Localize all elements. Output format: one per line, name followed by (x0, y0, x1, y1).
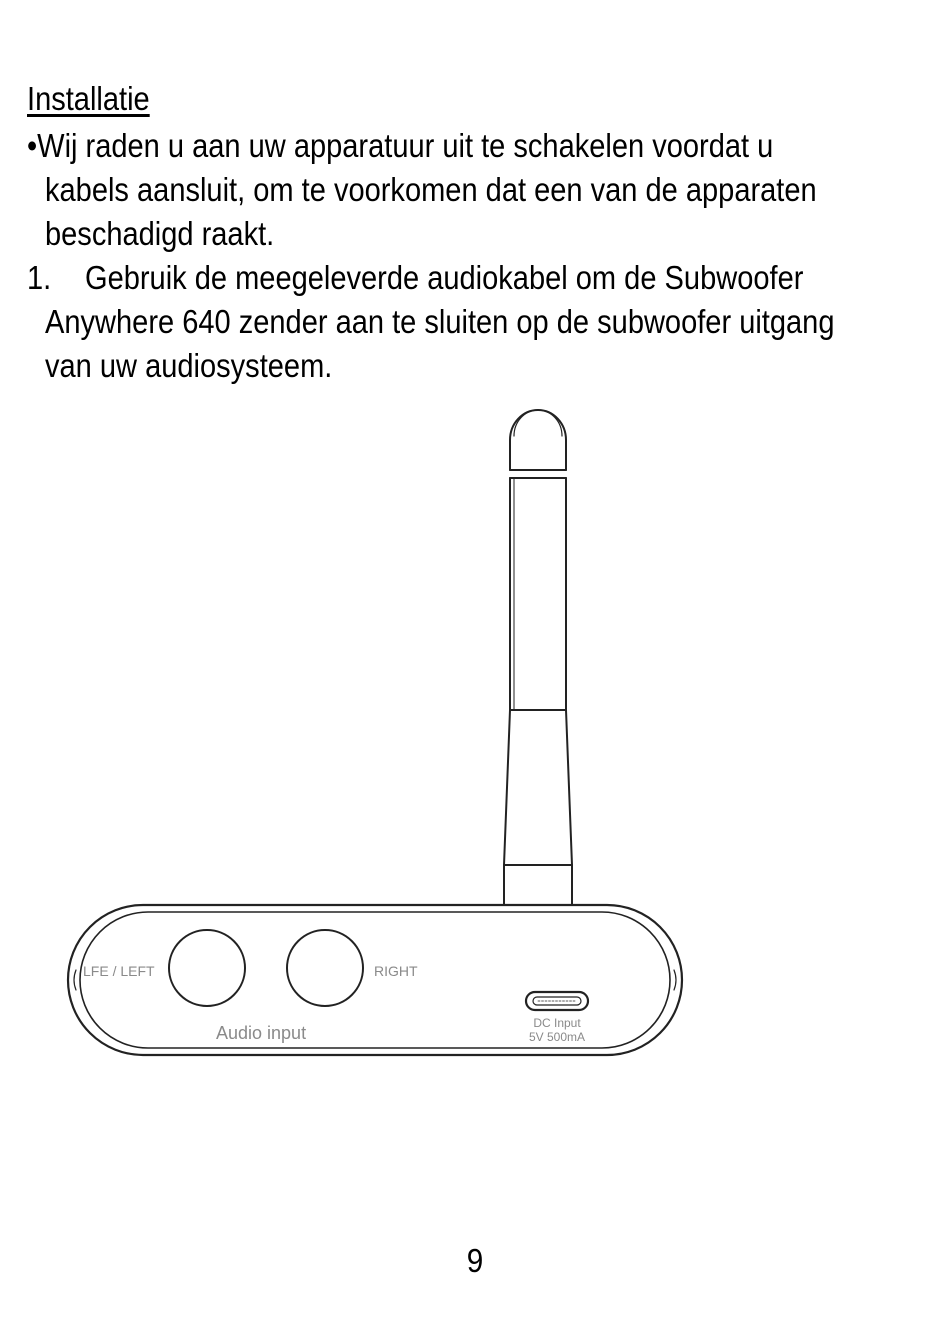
section-heading: Installatie (27, 80, 150, 117)
step-1-line-1: Gebruik de meegeleverde audiokabel om de Subwoofer (85, 259, 804, 296)
bullet-line-1 (27, 126, 773, 166)
step-1-line-2: Anywhere 640 zender aan te sluiten op de subwoofer uitgang (45, 303, 835, 340)
page-number: 9 (466, 1242, 484, 1279)
step-1-line-3: van uw audiosysteem. (45, 347, 333, 384)
usb-c-port-icon (526, 992, 588, 1010)
antenna (504, 410, 572, 905)
transmitter-illustration (0, 400, 950, 1080)
bullet-line-2: kabels aansluit, om te voorkomen dat een van de apparaten (45, 171, 817, 208)
label-right: RIGHT (374, 963, 418, 979)
right-jack-icon (287, 930, 363, 1006)
label-lfe-left: LFE / LEFT (83, 963, 155, 979)
lfe-left-jack-icon (169, 930, 245, 1006)
bullet-line-3: beschadigd raakt. (45, 215, 275, 252)
step-1-number: 1. (27, 259, 52, 296)
label-dc-input: DC Input (533, 1016, 581, 1030)
transmitter-body (68, 905, 682, 1055)
bullet-text-line: Wij raden u aan uw apparatuur uit te schakelen voordat u (37, 127, 774, 164)
bullet-marker: • (27, 127, 38, 164)
label-dc-rating: 5V 500mA (528, 1030, 586, 1044)
label-audio-input: Audio input (216, 1023, 307, 1043)
